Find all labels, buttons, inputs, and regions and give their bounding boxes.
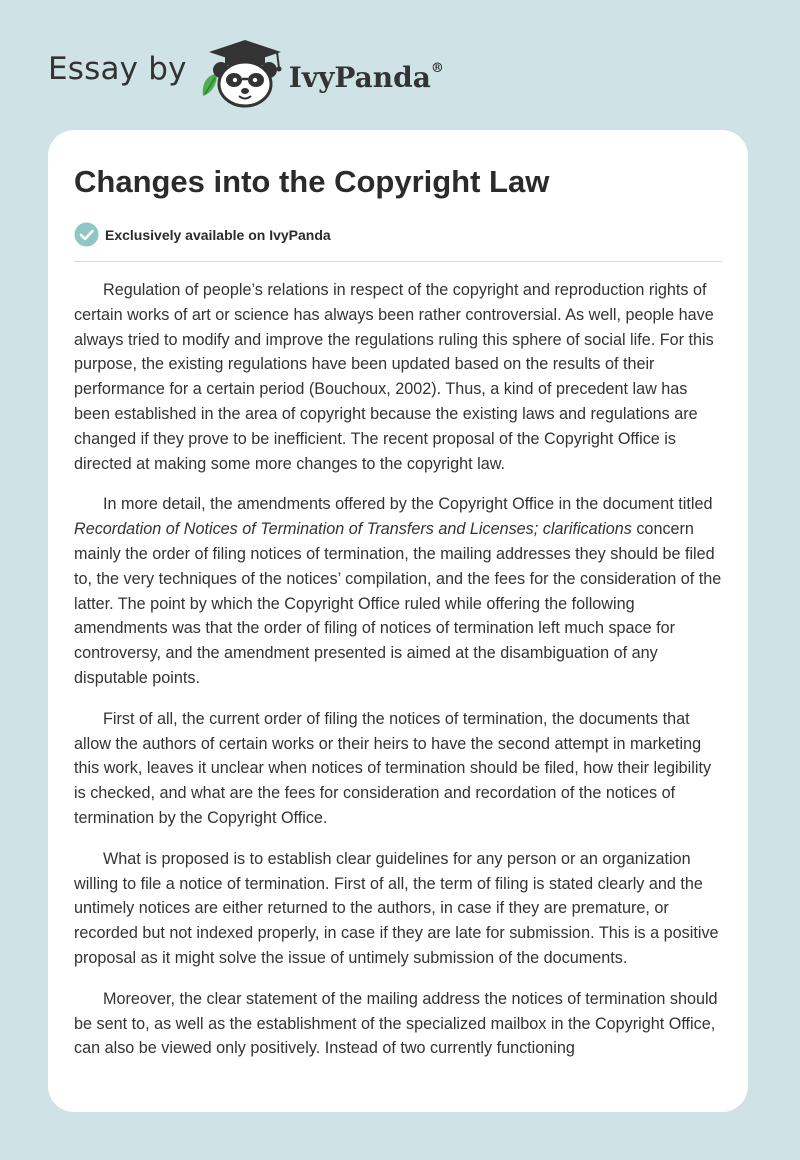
document-title-citation: Recordation of Notices of Termination of Transfers and Licenses; clarifications xyxy=(74,520,632,539)
essay-card xyxy=(48,130,748,1112)
site-header-brand[interactable] xyxy=(48,38,444,108)
check-circle-icon xyxy=(74,222,99,247)
exclusive-badge xyxy=(74,222,331,247)
registered-mark: ® xyxy=(430,61,444,77)
graduate-panda-logo-icon xyxy=(195,38,285,108)
essay-paragraph-3: First of all, the current order of filing the notices of termination, the documents that allow the authors of certain works or their heirs to have the second attempt in marketing this work, leaves it unclear when notices of termination should be filed, how their legibility is checked, and what are the fees for consideration and recordation of the notices of termination by the Copyright Office. xyxy=(74,709,712,827)
essay-paragraph-1: Regulation of people’s relations in respect of the copyright and reproduction rights of certain works of art or science has always been rather controversial. As well, people have always tried to modify and improve the regulations ruling this sphere of social life. For this purpose, the existing regulations have been updated based on the results of their performance for a certain period (Bouchoux, 2002). Thus, a kind of precedent law has been established in the area of copyright because the existing laws and regulations are changed if they prove to be inefficient. The recent proposal of the Copyright Office is directed at making some more changes to the copyright law. xyxy=(74,281,714,473)
essay-paragraph-5: Moreover, the clear statement of the mailing address the notices of termination should be sent to, as well as the establishment of the specialized mailbox in the Copyright Office, can also be viewed only positively. Instead of two currently functioning xyxy=(74,989,718,1058)
brand-prefix: Essay by xyxy=(48,51,187,87)
essay-body xyxy=(74,278,726,1077)
brand-name: IvyPanda® xyxy=(288,60,444,94)
essay-title: Changes into the Copyright Law xyxy=(74,164,550,199)
header-divider xyxy=(74,261,722,262)
exclusive-badge-label: Exclusively available on IvyPanda xyxy=(105,226,331,243)
essay-paragraph-4: What is proposed is to establish clear guidelines for any person or an organization willing to file a notice of termination. First of all, the term of filing is stated clearly and the untimely notices are either returned to the authors, in case if they are premature, or recorded but not indexed properly, in case if they are late for submission. This is a positive proposal as it might solve the issue of untimely submission of the documents. xyxy=(74,849,719,967)
essay-paragraph-2: In more detail, the amendments offered by the Copyright Office in the document titled Recordation of Notices of Termination of Transfers and Licenses; clarifications concern mainly the order of filing notices of termination, the mailing addresses they should be filed to, the very techniques of the notices’ compilation, and the fees for the consideration of the latter. The point by which the Copyright Office ruled while offering the following amendments was that the order of filing of notices of termination left much space for controversy, and the amendment presented is aimed at the disambiguation of any disputable points. xyxy=(74,495,722,687)
